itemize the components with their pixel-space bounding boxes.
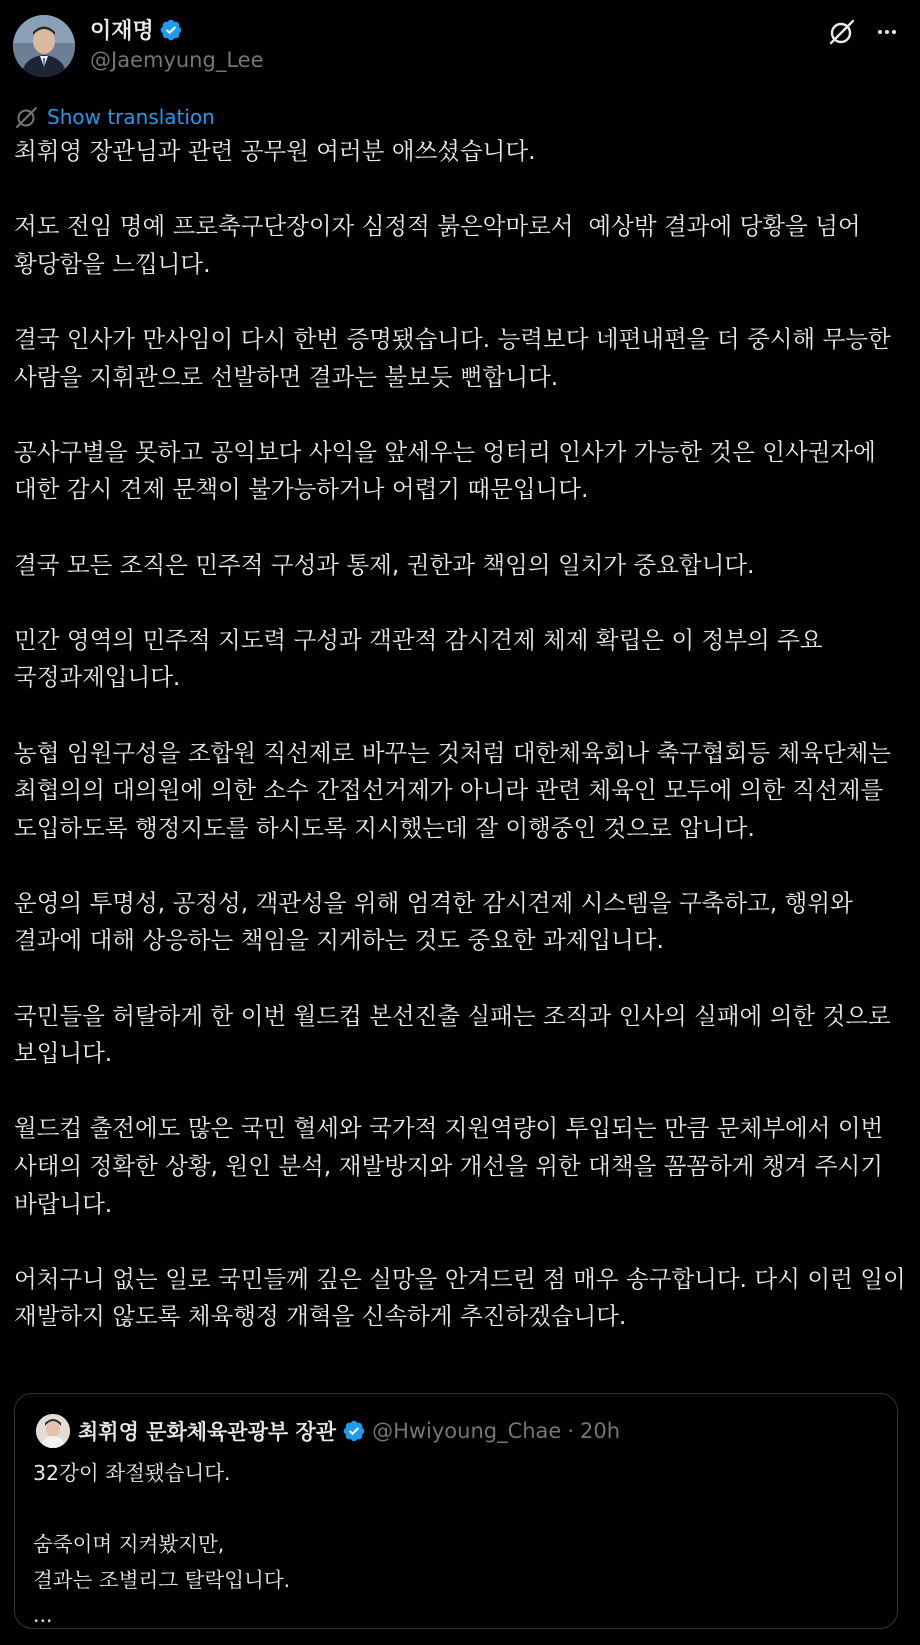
quoted-tweet-card[interactable] — [14, 1393, 898, 1629]
tweet-header — [0, 0, 920, 100]
quoted-separator: · — [567, 1419, 575, 1443]
grok-translate-icon — [14, 104, 40, 130]
quoted-avatar-photo-icon — [36, 1414, 70, 1448]
show-translation-link[interactable] — [14, 104, 215, 130]
author-name-row — [90, 14, 183, 45]
verified-badge-icon — [159, 18, 183, 42]
grok-button[interactable] — [826, 16, 858, 48]
author-handle[interactable]: @Jaemyung_Lee — [90, 48, 264, 72]
show-translation-label: Show translation — [47, 105, 215, 129]
more-dot-icon — [892, 30, 896, 34]
quoted-author-avatar — [36, 1414, 70, 1448]
quoted-verified-badge-icon — [342, 1419, 366, 1443]
author-display-name[interactable]: 이재명 — [90, 19, 154, 44]
more-options-button[interactable] — [871, 16, 903, 48]
quoted-timestamp: 20h — [580, 1419, 621, 1443]
quoted-author-handle: @Hwiyoung_Chae — [372, 1419, 562, 1443]
avatar-photo-icon — [13, 15, 75, 77]
quoted-author-name: 최휘영 문화체육관광부 장관 — [78, 1420, 337, 1444]
tweet-body-text: 최휘영 장관님과 관련 공무원 여러분 애쓰셨습니다. 저도 전임 명예 프로축구단장이자 심정적 붉은악마로서 예상밖 결과에 당황을 넘어 황당함을 느낍니다. 결국 인사가 만사임이 다시 한번 증명됐습니다. 능력보다 네편내편을 더 중시해 무능한 사람을 지휘관으로 선발하면 결과는 불보듯 뻔합니다. 공사구별을 못하고 공익보다 사익을 앞세우는 엉터리 인사가 가능한 것은 인사권자에 대한 감시 견제 문책이 불가능하거나 어렵기 때문입니다. 결국 모든 조직은 민주적 구성과 통제, 권한과 책임의 일치가 중요합니다. 민간 영역의 민주적 지도력 구성과 객관적 감시견제 체제 확립은 이 정부의 주요 국정과제입니다. 농협 임원구성을 조합원 직선제로 바꾸는 것처럼 대한체육회나 축구협회등 체육단체는 최협의의 대의원에 의한 소수 간접선거제가 아니라 관련 체육인 모두에 의한 직선제를 도입하도록 행정지도를 하시도록 지시했는데 잘 이행중인 것으로 압니다. 운영의 투명성, 공정성, 객관성을 위해 엄격한 감시견제 시스템을 구축하고, 행위와 결과에 대해 상응하는 책임을 지게하는 것도 중요한 과제입니다. 국민들을 허탈하게 한 이번 월드컵 본선진출 실패는 조직과 인사의 실패에 의한 것으로 보입니다. 월드컵 출전에도 많은 국민 혈세와 국가적 지원역량이 투입되는 만큼 문체부에서 이번 사태의 정확한 상황, 원인 분석, 재발방지와 개선을 위한 대책을 꼼꼼하게 챙겨 주시기 바랍니다. 어처구니 없는 일로 국민들께 깊은 실망을 안겨드린 점 매우 송구합니다. 다시 이런 일이 재발하지 않도록 체육행정 개혁을 신속하게 추진하겠습니다. — [14, 137, 906, 1331]
quoted-tweet-text: 32강이 좌절됐습니다. 숨죽이며 지켜봤지만, 결과는 조별리그 탈락입니다. ... — [33, 1461, 291, 1627]
more-dot-icon — [878, 30, 882, 34]
grok-icon — [826, 16, 858, 48]
quoted-author-row — [78, 1416, 620, 1446]
author-avatar[interactable] — [13, 15, 75, 77]
more-dot-icon — [885, 30, 889, 34]
